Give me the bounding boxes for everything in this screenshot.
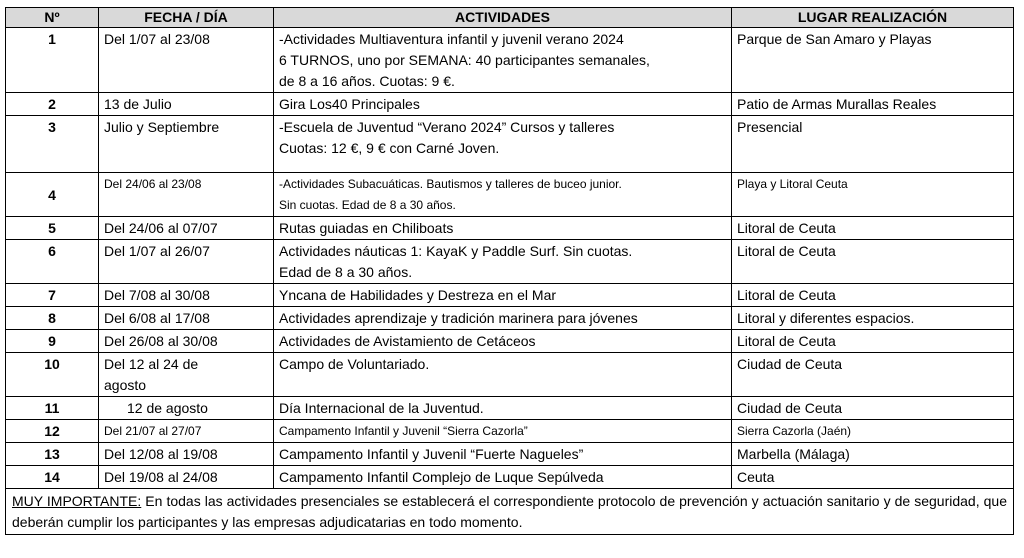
row-date: 12 de agosto — [99, 397, 274, 420]
row-activity — [274, 330, 732, 353]
activity-line: Gira Los40 Principales — [279, 96, 420, 112]
row-number: 14 — [6, 466, 99, 489]
activity-line: Edad de 8 a 30 años. — [279, 264, 413, 280]
row-activity — [274, 240, 732, 284]
row-number: 6 — [6, 240, 99, 284]
row-location: Patio de Armas Murallas Reales — [732, 93, 1014, 116]
row-date: Del 26/08 al 30/08 — [99, 330, 274, 353]
important-note — [6, 489, 1014, 535]
row-location: Litoral y diferentes espacios. — [732, 307, 1014, 330]
activity-line: Campamento Infantil y Juvenil “Sierra Cazorla” — [279, 424, 528, 438]
row-number: 9 — [6, 330, 99, 353]
table-row — [6, 116, 1014, 173]
row-date: Del 1/07 al 26/07 — [99, 240, 274, 284]
row-date: Del 7/08 al 30/08 — [99, 284, 274, 307]
row-number: 2 — [6, 93, 99, 116]
row-activity — [274, 353, 732, 397]
table-row — [6, 420, 1014, 443]
table-row — [6, 284, 1014, 307]
header-location: LUGAR REALIZACIÓN — [732, 8, 1014, 28]
row-number: 1 — [6, 28, 99, 93]
row-number: 5 — [6, 217, 99, 240]
row-location: Ciudad de Ceuta — [732, 353, 1014, 397]
important-label: MUY IMPORTANTE: — [12, 493, 142, 509]
table-row — [6, 443, 1014, 466]
row-number: 3 — [6, 116, 99, 173]
activity-line: Día Internacional de la Juventud. — [279, 400, 484, 416]
row-activity — [274, 173, 732, 217]
row-activity — [274, 420, 732, 443]
row-location: Ciudad de Ceuta — [732, 397, 1014, 420]
row-number: 8 — [6, 307, 99, 330]
row-date: Del 1/07 al 23/08 — [99, 28, 274, 93]
table-row — [6, 240, 1014, 284]
row-activity — [274, 466, 732, 489]
table-row — [6, 397, 1014, 420]
activity-line: -Actividades Multiaventura infantil y juvenil verano 2024 — [279, 31, 624, 47]
row-date: Del 12 al 24 de agosto — [99, 353, 274, 397]
table-row — [6, 217, 1014, 240]
activity-line: Campamento Infantil y Juvenil “Fuerte Nagueles” — [279, 446, 584, 462]
row-number: 4 — [6, 173, 99, 217]
row-activity — [274, 93, 732, 116]
table-row — [6, 307, 1014, 330]
row-activity — [274, 284, 732, 307]
row-location: Ceuta — [732, 466, 1014, 489]
row-location: Litoral de Ceuta — [732, 217, 1014, 240]
row-location: Presencial — [732, 116, 1014, 173]
row-date: Del 6/08 al 17/08 — [99, 307, 274, 330]
row-date: Del 19/08 al 24/08 — [99, 466, 274, 489]
row-activity — [274, 397, 732, 420]
row-location: Marbella (Málaga) — [732, 443, 1014, 466]
table-row — [6, 93, 1014, 116]
row-number: 11 — [6, 397, 99, 420]
activity-line: de 8 a 16 años. Cuotas: 9 €. — [279, 73, 455, 89]
header-row — [6, 8, 1014, 28]
activity-line: Actividades aprendizaje y tradición marinera para jóvenes — [279, 310, 638, 326]
important-text: En todas las actividades presenciales se establecerá el correspondiente protocolo de prevención y actuación sanitario y de seguridad, que deberán cumplir los participantes y las empresas adjudicatarias en todo momento. — [12, 493, 1007, 530]
table-row — [6, 28, 1014, 93]
table-row — [6, 330, 1014, 353]
table-row — [6, 353, 1014, 397]
header-date: FECHA / DÍA — [99, 8, 274, 28]
row-date: Del 21/07 al 27/07 — [99, 420, 274, 443]
row-number: 12 — [6, 420, 99, 443]
row-date: Del 12/08 al 19/08 — [99, 443, 274, 466]
table-row — [6, 466, 1014, 489]
row-location: Litoral de Ceuta — [732, 240, 1014, 284]
activity-line: Campo de Voluntariado. — [279, 356, 430, 372]
activity-line: Cuotas: 12 €, 9 € con Carné Joven. — [279, 140, 500, 156]
row-activity — [274, 28, 732, 93]
table-row — [6, 173, 1014, 217]
row-activity — [274, 307, 732, 330]
row-date: Del 24/06 al 07/07 — [99, 217, 274, 240]
row-number: 7 — [6, 284, 99, 307]
activities-table — [5, 7, 1014, 535]
row-activity — [274, 116, 732, 173]
activity-line: Rutas guiadas en Chiliboats — [279, 220, 454, 236]
row-location: Litoral de Ceuta — [732, 330, 1014, 353]
activity-line: Actividades náuticas 1: KayaK y Paddle Surf. Sin cuotas. — [279, 243, 633, 259]
row-location: Playa y Litoral Ceuta — [732, 173, 1014, 217]
row-number: 13 — [6, 443, 99, 466]
activity-line: Actividades de Avistamiento de Cetáceos — [279, 333, 536, 349]
activity-line: 6 TURNOS, uno por SEMANA: 40 participantes semanales, — [279, 52, 650, 68]
activity-line: -Actividades Subacuáticas. Bautismos y talleres de buceo junior. — [279, 177, 622, 191]
row-date: 13 de Julio — [99, 93, 274, 116]
activities-document — [5, 7, 1013, 535]
row-location: Sierra Cazorla (Jaén) — [732, 420, 1014, 443]
header-number: Nº — [6, 8, 99, 28]
row-date: Julio y Septiembre — [99, 116, 274, 173]
activity-line: Sin cuotas. Edad de 8 a 30 años. — [279, 198, 456, 212]
row-location: Litoral de Ceuta — [732, 284, 1014, 307]
row-number: 10 — [6, 353, 99, 397]
footer-row — [6, 489, 1014, 535]
row-activity — [274, 217, 732, 240]
row-location: Parque de San Amaro y Playas — [732, 28, 1014, 93]
row-activity — [274, 443, 732, 466]
row-date: Del 24/06 al 23/08 — [99, 173, 274, 217]
activity-line: Campamento Infantil Complejo de Luque Sepúlveda — [279, 469, 604, 485]
activity-line: -Escuela de Juventud “Verano 2024” Cursos y talleres — [279, 119, 615, 135]
activity-line: Yncana de Habilidades y Destreza en el Mar — [279, 287, 557, 303]
header-activities: ACTIVIDADES — [274, 8, 732, 28]
